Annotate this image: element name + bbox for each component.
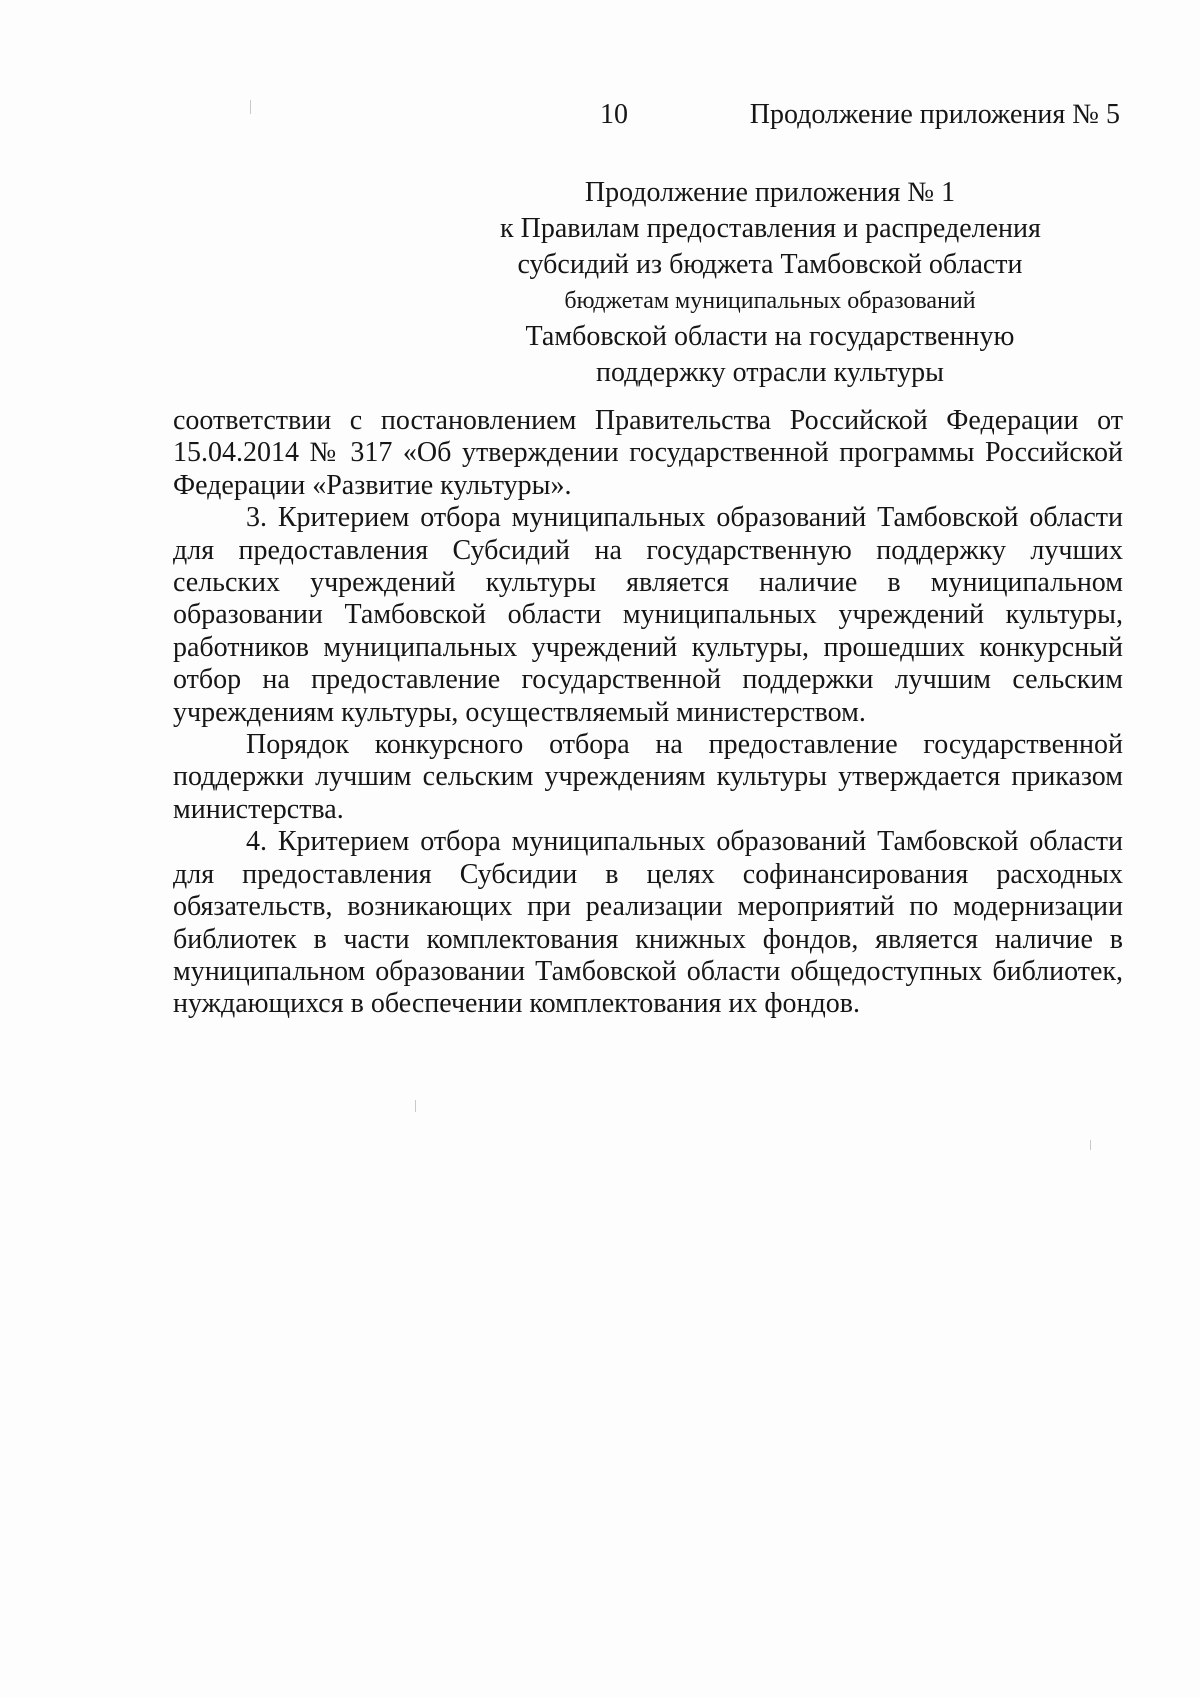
- appendix-line: Продолжение приложения № 1: [584, 177, 956, 208]
- appendix-line: бюджетам муниципальных образований: [564, 288, 976, 314]
- page-number: 10: [600, 99, 628, 130]
- continuation-appendix-5: Продолжение приложения № 5: [749, 99, 1120, 130]
- paragraph-continuation: соответствии с постановлением Правительства Российской Федерации от 15.04.2014 № 317 «Об утверждении государственной программы Российской Федерации «Развитие культуры».: [173, 405, 1123, 501]
- appendix-line: субсидий из бюджета Тамбовской области: [517, 249, 1023, 280]
- scan-artifact: [1090, 1140, 1091, 1150]
- document-body: [173, 405, 1123, 1021]
- paragraph-criterion-4: 4. Критерием отбора муниципальных образований Тамбовской области для предоставления Субсидии в целях софинансирования расходных обязательств, возникающих при реализации мероприятий по модернизации библиотек в части комплектования книжных фондов, является наличие в муниципальном образовании Тамбовской области общедоступных библиотек, нуждающихся в обеспечении комплектования их фондов.: [173, 826, 1123, 1020]
- appendix-line: поддержку отрасли культуры: [595, 357, 944, 388]
- paragraph-criterion-3: 3. Критерием отбора муниципальных образований Тамбовской области для предоставления Субсидий на государственную поддержку лучших сельских учреждений культуры является наличие в муниципальном образовании Тамбовской области муниципальных учреждений культуры, работников муниципальных учреждений культуры, прошедших конкурсный отбор на предоставление государственной поддержки лучшим сельским учреждениям культуры, осуществляемый министерством.: [173, 502, 1123, 728]
- scan-artifact: [415, 1100, 416, 1112]
- paragraph-selection-procedure: Порядок конкурсного отбора на предоставление государственной поддержки лучшим сельским учреждениям культуры утверждается приказом министерства.: [173, 729, 1123, 825]
- appendix-line: Тамбовской области на государственную: [525, 321, 1015, 352]
- appendix-line: к Правилам предоставления и распределения: [500, 213, 1041, 244]
- appendix-header: [500, 175, 1040, 391]
- scan-artifact: [250, 100, 251, 114]
